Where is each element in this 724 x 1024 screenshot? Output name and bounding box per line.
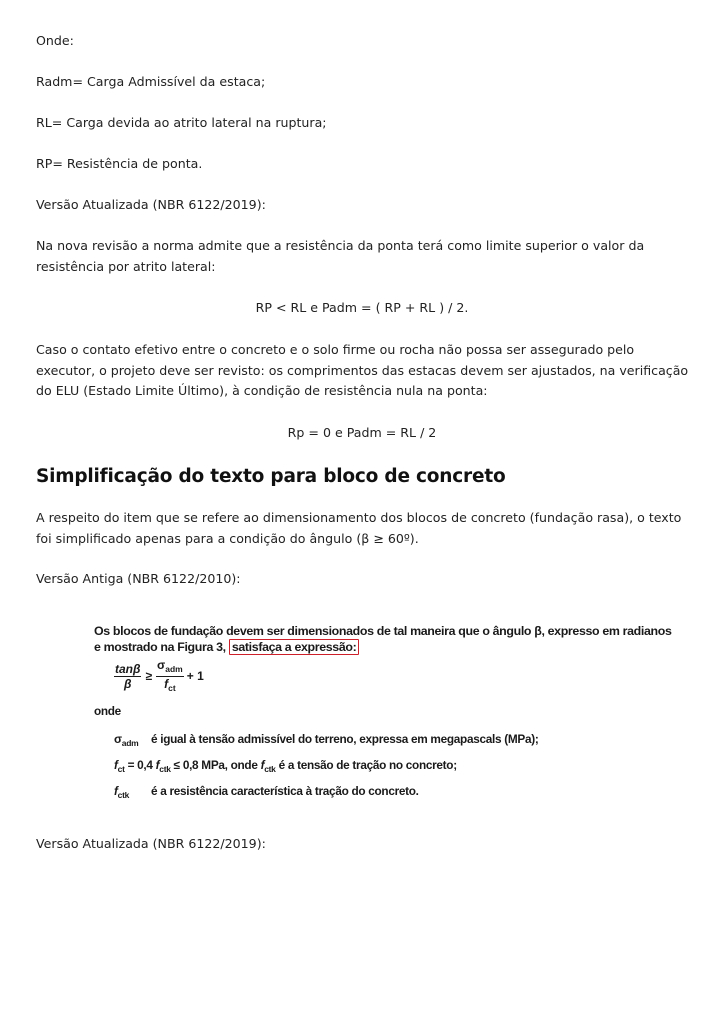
def2-ct: ct	[117, 764, 125, 774]
figure-onde: onde	[94, 704, 121, 718]
def3-symbol	[114, 784, 148, 800]
stress-ratio-fraction	[156, 658, 184, 695]
def1-text: é igual à tensão admissível do terreno, expressa em megapascals (MPa);	[150, 732, 539, 746]
formula-rp-zero: Rp = 0 e Padm = RL / 2	[287, 425, 437, 440]
def2-f2: f	[155, 758, 160, 772]
beta-denominator: β	[124, 676, 132, 691]
definition-sigma-adm	[114, 732, 538, 748]
updated-version-label-2: Versão Atualizada (NBR 6122/2019):	[36, 836, 266, 851]
rl-definition: RL= Carga devida ao atrito lateral na ruptura;	[36, 115, 327, 130]
figure-line-2-prefix: e mostrado na Figura 3,	[94, 640, 226, 654]
figure-line-2	[94, 640, 359, 654]
def2-eq: = 0,4	[127, 758, 153, 772]
formula-rp-rl: RP < RL e Padm = ( RP + RL ) / 2.	[255, 300, 469, 315]
def2-mid: ≤ 0,8 MPa, onde	[173, 758, 258, 772]
definition-fct	[114, 758, 457, 774]
def1-subscript: adm	[121, 738, 139, 748]
onde-text: Onde:	[36, 33, 74, 48]
def2-f3: f	[260, 758, 265, 772]
def3-text: é a resistência característica à tração do concreto.	[150, 784, 419, 798]
tan-beta-fraction	[114, 662, 141, 691]
def2-ctk2: ctk	[264, 764, 276, 774]
def2-tail: é a tensão de tração no concreto;	[278, 758, 457, 772]
section-heading: Simplificação do texto para bloco de concreto	[36, 466, 506, 487]
f-symbol: f	[164, 676, 169, 691]
def1-symbol	[114, 732, 148, 748]
angle-formula	[112, 657, 204, 693]
nbr-2010-excerpt-figure	[92, 620, 672, 810]
sigma-adm-numerator	[156, 658, 184, 677]
def3-ctk: ctk	[117, 790, 130, 800]
plus-one: + 1	[186, 669, 204, 683]
geq-sign: ≥	[145, 669, 153, 683]
ct-subscript: ct	[168, 682, 176, 693]
radm-definition: Radm= Carga Admissível da estaca;	[36, 74, 266, 89]
def1-sigma: σ	[114, 732, 122, 746]
sigma-symbol: σ	[157, 657, 166, 672]
def3-f: f	[114, 784, 118, 798]
simplification-paragraph: A respeito do item que se refere ao dimensionamento dos blocos de concreto (fundação rasa), o texto foi simplificado apenas para a condição do ângulo (β ≥ 60º).	[36, 510, 682, 546]
tan-beta-numerator: tanβ	[115, 661, 141, 676]
definition-fctk	[114, 784, 419, 800]
def2-ctk: ctk	[159, 764, 171, 774]
updated-version-label: Versão Atualizada (NBR 6122/2019):	[36, 197, 266, 212]
highlighted-expression-box: satisfaça a expressão:	[229, 639, 360, 655]
figure-line-1: Os blocos de fundação devem ser dimensionados de tal maneira que o ângulo β, expresso em radianos	[94, 624, 672, 638]
rp-definition: RP= Resistência de ponta.	[36, 156, 203, 171]
def2-f: f	[114, 758, 118, 772]
sigma-subscript: adm	[165, 663, 183, 674]
new-revision-paragraph: Na nova revisão a norma admite que a resistência da ponta terá como limite superior o valor da resistência por atrito lateral:	[36, 238, 645, 274]
fct-denominator	[164, 677, 176, 695]
contact-paragraph: Caso o contato efetivo entre o concreto e o solo firme ou rocha não possa ser assegurado pelo executor, o projeto deve ser revisto: os comprimentos das estacas devem ser ajustados, na verificação do ELU (Estado Limite Último), à condição de resistência nula na ponta:	[36, 342, 689, 398]
old-version-label: Versão Antiga (NBR 6122/2010):	[36, 571, 241, 586]
